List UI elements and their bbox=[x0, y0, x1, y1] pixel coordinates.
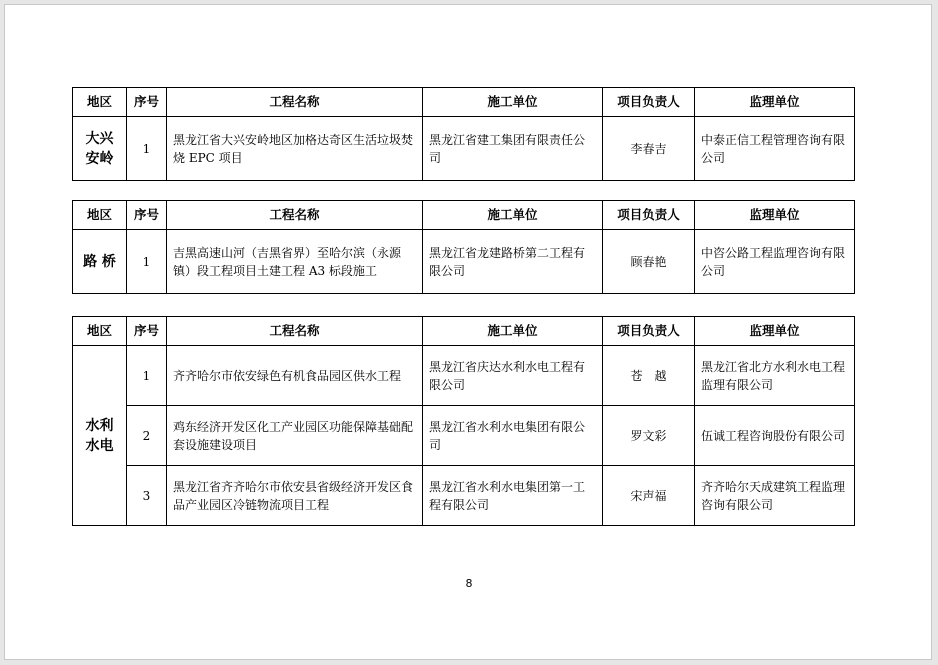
header-seq: 序号 bbox=[127, 317, 167, 346]
header-project: 工程名称 bbox=[167, 88, 423, 117]
supervisor-cell: 伍诚工程咨询股份有限公司 bbox=[695, 406, 855, 466]
table-header-row bbox=[73, 88, 855, 117]
manager-cell: 顾春艳 bbox=[603, 230, 695, 294]
document-page bbox=[4, 4, 932, 660]
manager-cell: 宋声福 bbox=[603, 466, 695, 526]
header-seq: 序号 bbox=[127, 201, 167, 230]
header-region: 地区 bbox=[73, 201, 127, 230]
header-region: 地区 bbox=[73, 317, 127, 346]
header-region: 地区 bbox=[73, 88, 127, 117]
manager-cell: 罗文彩 bbox=[603, 406, 695, 466]
header-manager: 项目负责人 bbox=[603, 88, 695, 117]
header-manager: 项目负责人 bbox=[603, 201, 695, 230]
manager-cell: 苍 越 bbox=[603, 346, 695, 406]
project-name-cell: 吉黑高速山河（吉黑省界）至哈尔滨（永源镇）段工程项目土建工程 A3 标段施工 bbox=[167, 230, 423, 294]
supervisor-cell: 黑龙江省北方水利水电工程监理有限公司 bbox=[695, 346, 855, 406]
contractor-cell: 黑龙江省龙建路桥第二工程有限公司 bbox=[423, 230, 603, 294]
table-row bbox=[73, 406, 855, 466]
project-name-cell: 鸡东经济开发区化工产业园区功能保障基础配套设施建设项目 bbox=[167, 406, 423, 466]
header-supervisor: 监理单位 bbox=[695, 317, 855, 346]
header-supervisor: 监理单位 bbox=[695, 201, 855, 230]
header-contractor: 施工单位 bbox=[423, 317, 603, 346]
seq-cell: 2 bbox=[127, 406, 167, 466]
header-project: 工程名称 bbox=[167, 201, 423, 230]
header-seq: 序号 bbox=[127, 88, 167, 117]
manager-cell: 李春吉 bbox=[603, 117, 695, 181]
supervisor-cell: 齐齐哈尔天成建筑工程监理咨询有限公司 bbox=[695, 466, 855, 526]
region-cell: 水利 水电 bbox=[73, 346, 127, 526]
page-number: 8 bbox=[465, 577, 473, 590]
project-table-shuili bbox=[72, 316, 855, 526]
header-manager: 项目负责人 bbox=[603, 317, 695, 346]
region-cell: 路 桥 bbox=[73, 230, 127, 294]
project-name-cell: 黑龙江省齐齐哈尔市依安县省级经济开发区食品产业园区冷链物流项目工程 bbox=[167, 466, 423, 526]
seq-cell: 1 bbox=[127, 117, 167, 181]
header-supervisor: 监理单位 bbox=[695, 88, 855, 117]
region-cell: 大兴 安岭 bbox=[73, 117, 127, 181]
table-header-row bbox=[73, 201, 855, 230]
contractor-cell: 黑龙江省水利水电集团有限公司 bbox=[423, 406, 603, 466]
project-table-daxinganling bbox=[72, 87, 855, 181]
contractor-cell: 黑龙江省庆达水利水电工程有限公司 bbox=[423, 346, 603, 406]
seq-cell: 1 bbox=[127, 346, 167, 406]
table-row bbox=[73, 466, 855, 526]
table-row bbox=[73, 346, 855, 406]
header-contractor: 施工单位 bbox=[423, 201, 603, 230]
table-header-row bbox=[73, 317, 855, 346]
supervisor-cell: 中咨公路工程监理咨询有限公司 bbox=[695, 230, 855, 294]
contractor-cell: 黑龙江省水利水电集团第一工程有限公司 bbox=[423, 466, 603, 526]
table-row bbox=[73, 117, 855, 181]
project-name-cell: 齐齐哈尔市依安绿色有机食品园区供水工程 bbox=[167, 346, 423, 406]
header-project: 工程名称 bbox=[167, 317, 423, 346]
seq-cell: 3 bbox=[127, 466, 167, 526]
project-table-luqiao bbox=[72, 200, 855, 294]
contractor-cell: 黑龙江省建工集团有限责任公司 bbox=[423, 117, 603, 181]
header-contractor: 施工单位 bbox=[423, 88, 603, 117]
supervisor-cell: 中泰正信工程管理咨询有限公司 bbox=[695, 117, 855, 181]
seq-cell: 1 bbox=[127, 230, 167, 294]
project-name-cell: 黑龙江省大兴安岭地区加格达奇区生活垃圾焚烧 EPC 项目 bbox=[167, 117, 423, 181]
table-row bbox=[73, 230, 855, 294]
